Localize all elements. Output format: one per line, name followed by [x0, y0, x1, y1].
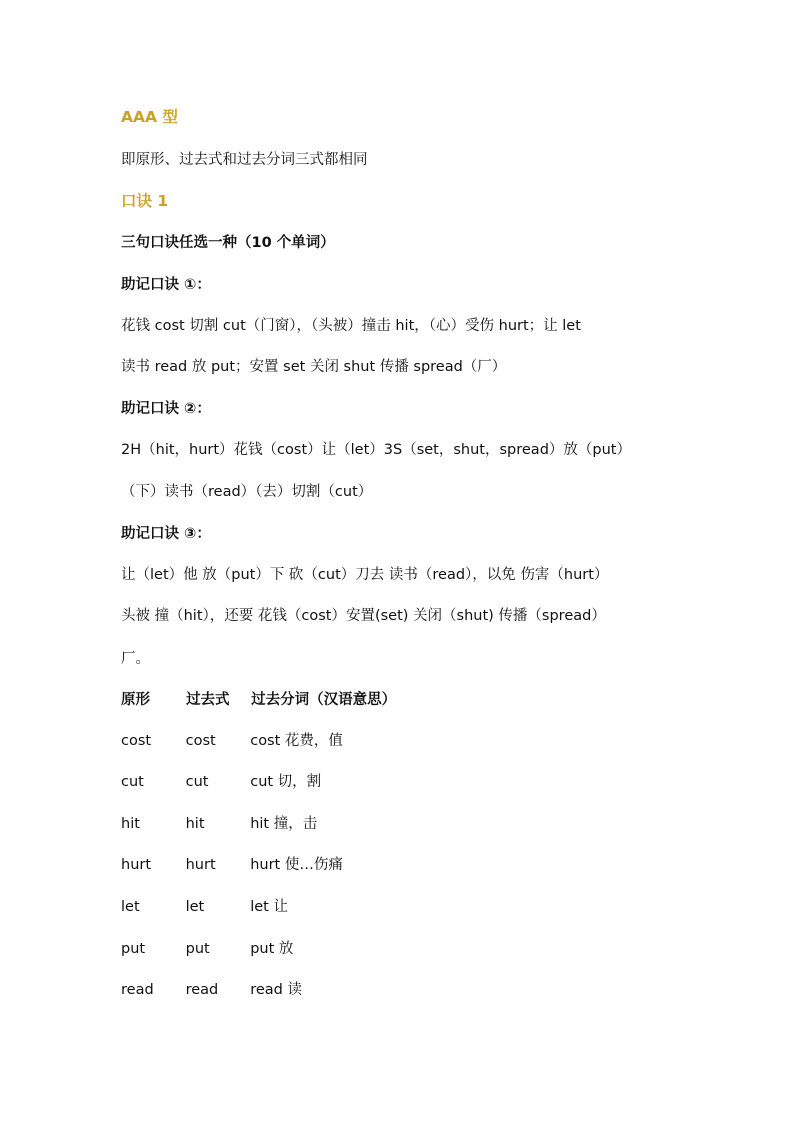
table-header [121, 690, 734, 710]
mnemonic-2-line-2: （下）读书（read）（去）切割（cut） [121, 484, 373, 500]
base-form: cut [121, 774, 144, 790]
section-heading: AAA 型 [121, 108, 178, 126]
past-tense: cost [185, 733, 216, 749]
table-row [121, 939, 734, 959]
table-row [121, 772, 734, 792]
base-form: hurt [121, 857, 152, 873]
past-participle-meaning: cut 切，割 [250, 774, 322, 790]
table-row [121, 731, 734, 751]
mnemonic-3-line-3: 厂。 [121, 651, 150, 667]
mnemonic-3-line-2: 头被 撞（hit），还要 花钱（cost）安置(set) 关闭（shut) 传播（spread） [121, 608, 606, 624]
past-tense: hurt [185, 857, 216, 873]
header-base-form: 原形 [121, 692, 150, 708]
past-tense: let [185, 899, 205, 915]
past-participle-meaning: cost 花费，值 [250, 733, 343, 749]
base-form: put [121, 941, 146, 957]
past-tense: put [185, 941, 210, 957]
table-row [121, 814, 734, 834]
table-row [121, 897, 734, 917]
past-participle-meaning: hit 撞，击 [250, 816, 318, 832]
mnemonic-2-line-1: 2H（hit，hurt）花钱（cost）让（let）3S（set，shut，spread）放（put） [121, 442, 631, 458]
past-tense: read [185, 982, 219, 998]
past-participle-meaning: put 放 [250, 941, 294, 957]
header-past-tense: 过去式 [186, 692, 230, 708]
header-past-participle: 过去分词（汉语意思） [251, 692, 397, 708]
past-tense: hit [185, 816, 205, 832]
base-form: read [121, 982, 154, 998]
table-row [121, 980, 734, 1000]
past-participle-meaning: hurt 使…伤痛 [250, 857, 343, 873]
base-form: let [121, 899, 140, 915]
choose-text: 三句口诀任选一种（10 个单词） [121, 235, 335, 251]
base-form: cost [121, 733, 152, 749]
subheading: 口诀 1 [121, 192, 169, 210]
mnemonic-3-line-1: 让（let）他 放（put）下 砍（cut）刀去 读书（read），以免 伤害（hurt） [121, 567, 609, 583]
mnemonic-1-line-1: 花钱 cost 切割 cut（门窗），（头被）撞击 hit，（心）受伤 hurt；让 let [121, 318, 581, 334]
past-participle-meaning: let 让 [250, 899, 288, 915]
table-row [121, 855, 734, 875]
intro-text: 即原形、过去式和过去分词三式都相同 [121, 152, 368, 168]
mnemonic-1-line-2: 读书 read 放 put；安置 set 关闭 shut 传播 spread（厂） [121, 359, 507, 375]
base-form: hit [121, 816, 140, 832]
mnemonic-1-label: 助记口诀 ①： [121, 277, 211, 293]
mnemonic-2-label: 助记口诀 ②： [121, 401, 211, 417]
mnemonic-3-label: 助记口诀 ③： [121, 526, 211, 542]
past-participle-meaning: read 读 [250, 982, 302, 998]
past-tense: cut [185, 774, 209, 790]
